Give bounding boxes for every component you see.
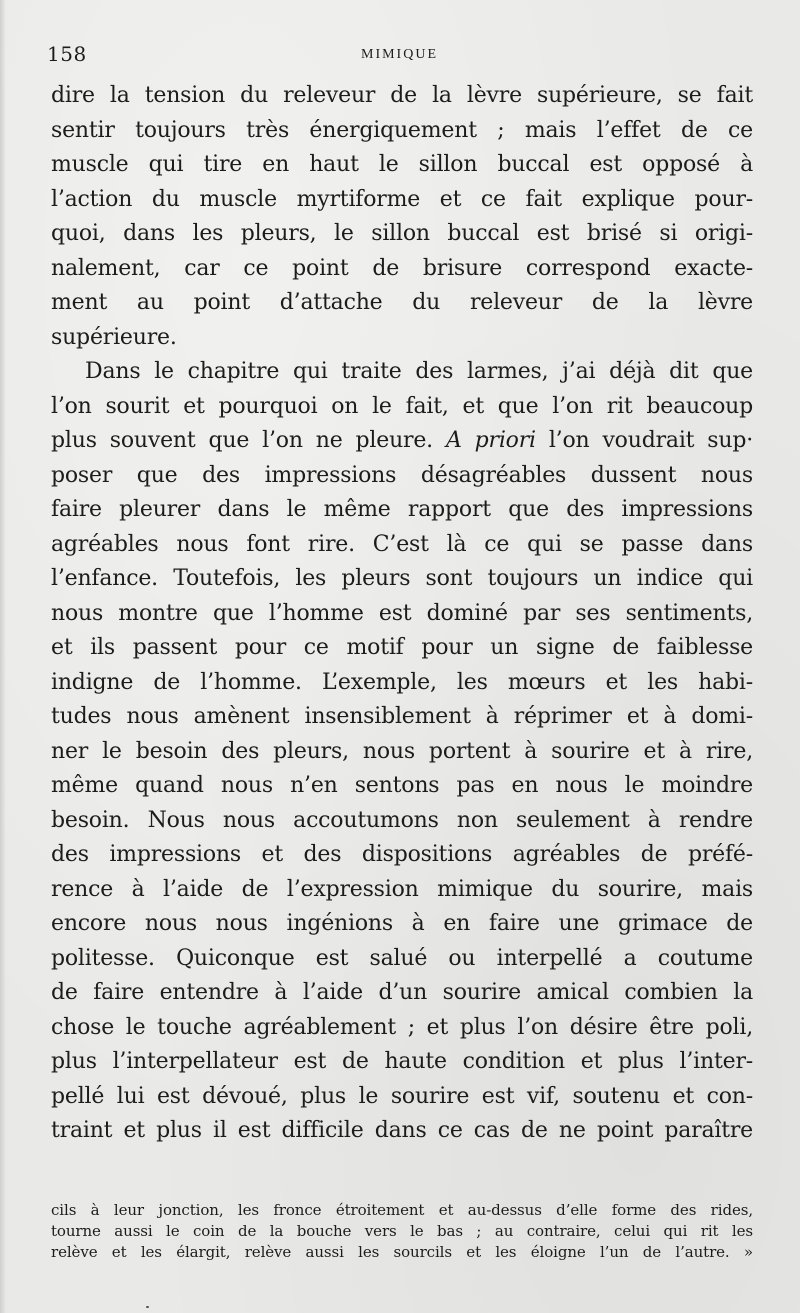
text-line: l’action du muscle myrtiforme et ce fait explique pour- — [51, 186, 753, 212]
text-line: nalement, car ce point de brisure correspond exacte- — [51, 255, 753, 281]
text-line: besoin. Nous nous accoutumons non seulement à rendre — [51, 807, 753, 833]
text-run: plus souvent que l’on ne pleure. — [51, 428, 446, 453]
text-line: et ils passent pour ce motif pour un signe de faiblesse — [51, 635, 753, 660]
page-header — [47, 42, 752, 70]
text-line: agréables nous font rire. C’est là ce qui se passe dans — [51, 531, 753, 557]
text-line: pellé lui est dévoué, plus le sourire est vif, soutenu et con- — [51, 1083, 753, 1109]
text-line: quoi, dans les pleurs, le sillon buccal est brisé si origi- — [51, 221, 753, 246]
footnote-line: relève et les élargit, relève aussi les sourcils et les éloigne l’un de l’autre. » — [51, 1243, 753, 1261]
text-line: chose le touche agréablement ; et plus l’on désire être poli, — [51, 1014, 753, 1040]
text-line: indigne de l’homme. L’exemple, les mœurs et les habi- — [51, 669, 753, 695]
text-line: dire la tension du releveur de la lèvre supérieure, se fait — [51, 83, 753, 108]
text-line: l’on sourit et pourquoi on le fait, et que l’on rit beaucoup — [51, 393, 753, 419]
text-line: Dans le chapitre qui traite des larmes, j’ai déjà dit que — [85, 359, 753, 384]
text-line: politesse. Quiconque est salué ou interpellé a coutume — [51, 945, 753, 971]
text-line: traint et plus il est difficile dans ce cas de ne point paraître — [51, 1118, 753, 1143]
text-run: l’on voudrait sup· — [535, 428, 754, 453]
text-line: muscle qui tire en haut le sillon buccal est opposé à — [51, 152, 753, 177]
text-line: ner le besoin des pleurs, nous portent à sourire et à rire, — [51, 738, 753, 764]
footnote-line: tourne aussi le coin de la bouche vers le bas ; au contraire, celui qui rit les — [51, 1222, 753, 1240]
ink-speck — [146, 1306, 149, 1308]
text-line: encore nous nous ingénions à en faire une grimace de — [51, 911, 753, 936]
page-edge-shadow — [0, 0, 6, 1313]
text-line: faire pleurer dans le même rapport que des impressions — [51, 497, 753, 522]
page-number: 158 — [47, 42, 87, 66]
text-line: même quand nous n’en sentons pas en nous le moindre — [51, 773, 753, 798]
italic-phrase: A priori — [445, 428, 536, 453]
text-line: poser que des impressions désagréables dussent nous — [51, 462, 753, 488]
text-line: nous montre que l’homme est dominé par ses sentiments, — [51, 600, 753, 626]
text-line: rence à l’aide de l’expression mimique du sourire, mais — [51, 876, 753, 902]
text-line: sentir toujours très énergiquement ; mais l’effet de ce — [51, 117, 753, 143]
body-text — [51, 79, 753, 1149]
text-line: tudes nous amènent insensiblement à réprimer et à domi- — [51, 704, 753, 729]
text-line: l’enfance. Toutefois, les pleurs sont toujours un indice qui — [51, 566, 753, 591]
footnote-line: cils à leur jonction, les fronce étroitement et au-dessus d’elle forme des rides, — [51, 1201, 753, 1219]
text-line: plus l’interpellateur est de haute condition et plus l’inter- — [51, 1049, 753, 1074]
running-head: MIMIQUE — [361, 47, 438, 62]
text-line: ment au point d’attache du releveur de la lèvre — [51, 290, 753, 315]
text-line: de faire entendre à l’aide d’un sourire amical combien la — [51, 980, 753, 1005]
text-line: des impressions et des dispositions agréables de préfé- — [51, 842, 753, 867]
text-line: supérieure. — [51, 324, 177, 350]
footnote — [51, 1200, 753, 1263]
text-line — [51, 424, 753, 459]
